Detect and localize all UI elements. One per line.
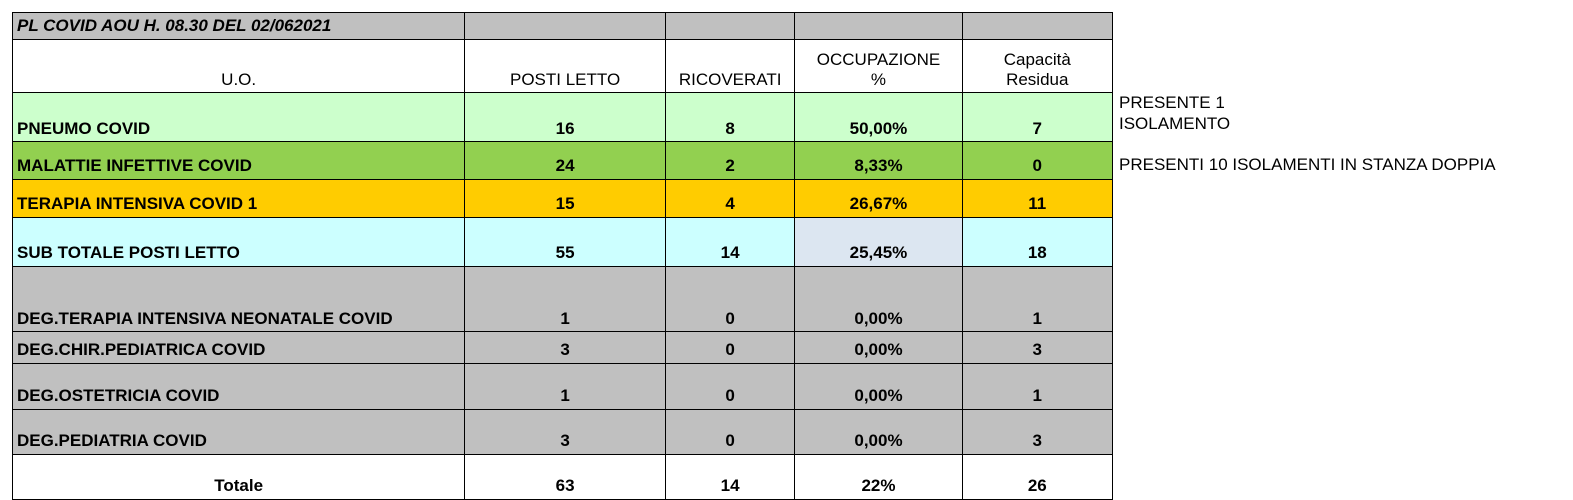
table-row: [13, 410, 1113, 455]
header-occupazione-line1: OCCUPAZIONE: [816, 50, 941, 69]
row-occupazione: 0,00%: [795, 410, 962, 455]
row-posti-letto: 24: [465, 142, 666, 180]
row-capacita: 3: [962, 332, 1112, 364]
title-empty-cell: [795, 13, 962, 40]
title-empty-cell: [962, 13, 1112, 40]
title-row: [13, 13, 1113, 40]
table-title: PL COVID AOU H. 08.30 DEL 02/062021: [13, 13, 465, 40]
row-uo: MALATTIE INFETTIVE COVID: [13, 142, 465, 180]
total-capacita: 26: [962, 455, 1112, 500]
row-capacita: 1: [962, 364, 1112, 410]
row-posti-letto: 15: [465, 180, 666, 218]
row-ricoverati: 2: [665, 142, 795, 180]
row-capacita: 0: [962, 142, 1112, 180]
row-posti-letto: 1: [465, 364, 666, 410]
row-ricoverati: 0: [665, 410, 795, 455]
title-empty-cell: [465, 13, 666, 40]
row-occupazione: 26,67%: [795, 180, 962, 218]
row-occupazione: 25,45%: [795, 218, 962, 267]
row-posti-letto: 3: [465, 410, 666, 455]
row-uo: SUB TOTALE POSTI LETTO: [13, 218, 465, 267]
covid-beds-table: [12, 12, 1113, 500]
header-occupazione-line2: %: [870, 70, 887, 89]
row-occupazione: 0,00%: [795, 364, 962, 410]
row-uo: DEG.PEDIATRIA COVID: [13, 410, 465, 455]
header-capacita: [962, 40, 1112, 93]
total-row: [13, 455, 1113, 500]
title-empty-cell: [665, 13, 795, 40]
row-occupazione: 8,33%: [795, 142, 962, 180]
row-uo: DEG.CHIR.PEDIATRICA COVID: [13, 332, 465, 364]
header-capacita-line1: Capacità: [1003, 50, 1071, 69]
header-posti-letto: POSTI LETTO: [465, 40, 666, 93]
table-row: [13, 267, 1113, 332]
row-ricoverati: 0: [665, 332, 795, 364]
header-occupazione: [795, 40, 962, 93]
subtotal-row: [13, 218, 1113, 267]
row-uo: TERAPIA INTENSIVA COVID 1: [13, 180, 465, 218]
row-ricoverati: 8: [665, 93, 795, 142]
row-ricoverati: 0: [665, 364, 795, 410]
row-posti-letto: 3: [465, 332, 666, 364]
note-pneumo-line2: ISOLAMENTO: [1119, 114, 1231, 133]
header-row: [13, 40, 1113, 93]
total-label: Totale: [13, 455, 465, 500]
row-uo: DEG.OSTETRICIA COVID: [13, 364, 465, 410]
row-posti-letto: 16: [465, 93, 666, 142]
note-malattie: PRESENTI 10 ISOLAMENTI IN STANZA DOPPIA: [1119, 155, 1496, 174]
table-row: [13, 332, 1113, 364]
table-row: [13, 142, 1113, 180]
row-posti-letto: 1: [465, 267, 666, 332]
total-ricoverati: 14: [665, 455, 795, 500]
total-posti-letto: 63: [465, 455, 666, 500]
row-capacita: 7: [962, 93, 1112, 142]
row-capacita: 3: [962, 410, 1112, 455]
row-occupazione: 0,00%: [795, 267, 962, 332]
row-occupazione: 50,00%: [795, 93, 962, 142]
header-ricoverati: RICOVERATI: [665, 40, 795, 93]
note-pneumo: [1119, 92, 1230, 134]
header-capacita-line2: Residua: [1006, 70, 1069, 89]
table-row: [13, 364, 1113, 410]
row-uo: DEG.TERAPIA INTENSIVA NEONATALE COVID: [13, 267, 465, 332]
note-pneumo-line1: PRESENTE 1: [1119, 93, 1225, 112]
row-ricoverati: 4: [665, 180, 795, 218]
table-row: [13, 93, 1113, 142]
row-occupazione: 0,00%: [795, 332, 962, 364]
row-capacita: 18: [962, 218, 1112, 267]
row-capacita: 1: [962, 267, 1112, 332]
total-occupazione: 22%: [795, 455, 962, 500]
row-capacita: 11: [962, 180, 1112, 218]
row-posti-letto: 55: [465, 218, 666, 267]
row-ricoverati: 14: [665, 218, 795, 267]
table-row: [13, 180, 1113, 218]
row-ricoverati: 0: [665, 267, 795, 332]
row-uo: PNEUMO COVID: [13, 93, 465, 142]
header-uo: U.O.: [13, 40, 465, 93]
